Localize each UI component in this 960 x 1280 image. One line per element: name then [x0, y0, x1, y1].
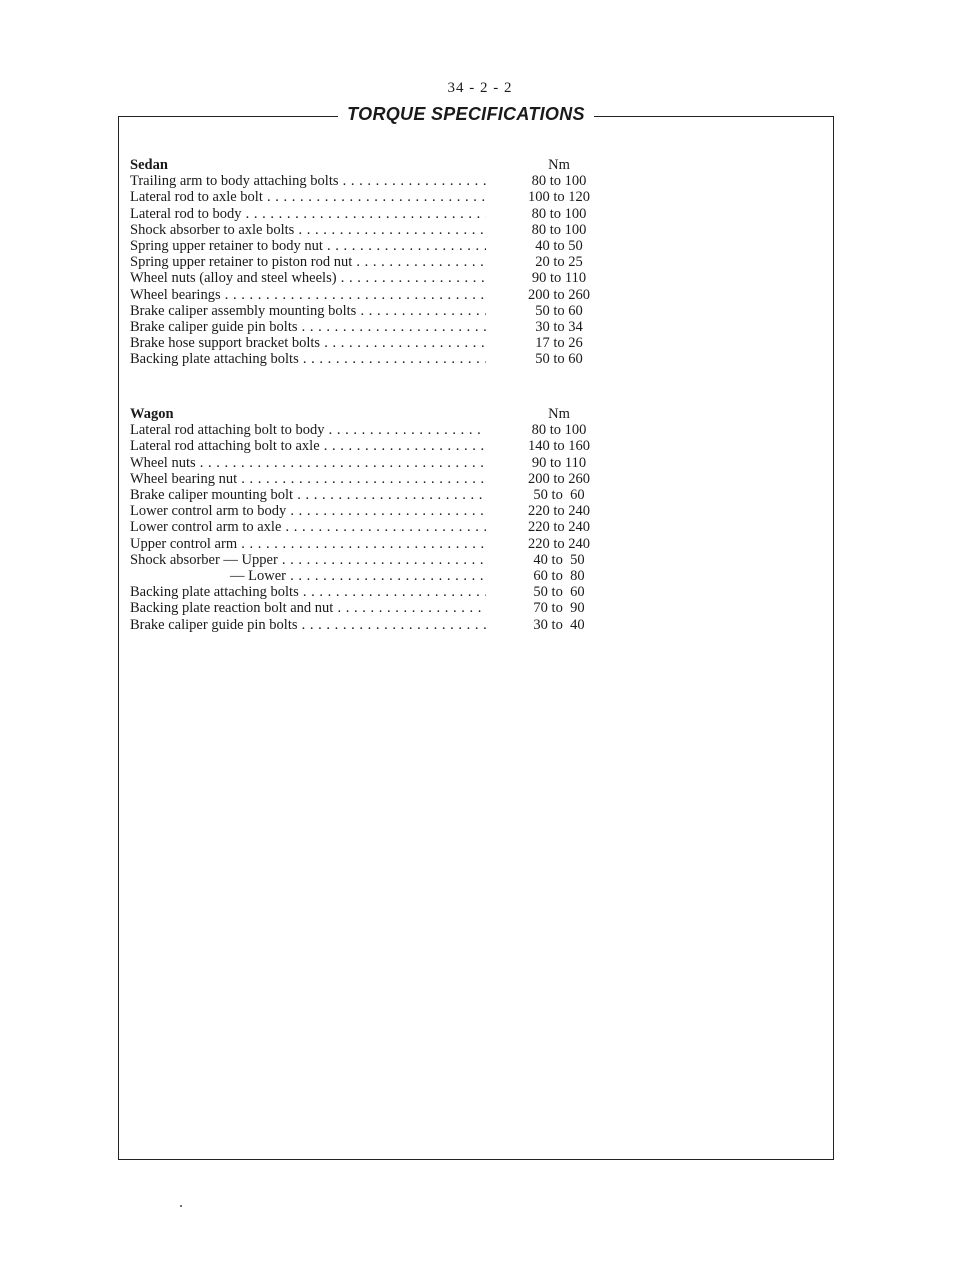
spec-label: Lateral rod to axle bolt . . . [130, 189, 486, 205]
spec-row [130, 536, 650, 552]
spec-value: 200 to 260 [527, 470, 591, 487]
spec-value: 90 to 110 [531, 454, 587, 471]
spec-row [130, 617, 650, 633]
spec-label: Lateral rod attaching bolt to body . . . [130, 422, 486, 438]
spec-label: Brake hose support bracket bolts . . . [130, 335, 486, 351]
spec-row [130, 552, 650, 568]
spec-row [130, 173, 650, 189]
spec-row [130, 438, 650, 454]
spec-row [130, 270, 650, 286]
spec-label: Shock absorber to axle bolts . . . [130, 222, 486, 238]
sedan-heading: Sedan [130, 157, 168, 173]
spec-value: 50 to 60 [533, 584, 585, 601]
spec-row [130, 600, 650, 616]
spec-label: Backing plate attaching bolts . . . [130, 351, 486, 367]
spec-value: 80 to 100 [531, 422, 587, 439]
spec-row [130, 568, 650, 584]
spec-row [130, 206, 650, 222]
spec-value: 220 to 240 [527, 519, 591, 536]
spec-row [130, 422, 650, 438]
spec-value: 140 to 160 [527, 438, 591, 455]
spec-label: Wheel nuts (alloy and steel wheels) . . . [130, 270, 486, 286]
spec-value: 30 to 40 [533, 616, 585, 633]
wagon-heading: Wagon [130, 406, 174, 422]
spec-label: Lateral rod to body . . . [130, 206, 486, 222]
sedan-unit: Nm [548, 157, 570, 173]
spec-row [130, 189, 650, 205]
spec-label: Spring upper retainer to piston rod nut . . . [130, 254, 486, 270]
spec-row [130, 584, 650, 600]
spec-value: 80 to 100 [531, 221, 587, 238]
sedan-section [130, 157, 650, 368]
spec-value: 90 to 110 [531, 270, 587, 287]
spec-row [130, 303, 650, 319]
spec-row [130, 287, 650, 303]
spec-value: 50 to 60 [535, 302, 583, 319]
spec-value: 50 to 60 [535, 351, 583, 368]
spec-value: 80 to 100 [531, 205, 587, 222]
spec-value: 60 to 80 [533, 568, 585, 585]
spec-label: Trailing arm to body attaching bolts . . . [130, 173, 486, 189]
spec-row [130, 351, 650, 367]
spec-label: — Lower . . . [130, 568, 486, 584]
wagon-header-row [130, 406, 650, 422]
spec-label: Shock absorber — Upper . . . [130, 552, 486, 568]
spec-value: 40 to 50 [535, 238, 583, 255]
spec-label: Wheel nuts . . . [130, 455, 486, 471]
spec-label: Wheel bearing nut . . . [130, 471, 486, 487]
spec-row [130, 335, 650, 351]
spec-value: 80 to 100 [531, 173, 587, 190]
spec-value: 50 to 60 [533, 487, 585, 504]
spec-row [130, 471, 650, 487]
spec-row [130, 319, 650, 335]
spec-row [130, 455, 650, 471]
spec-label: Upper control arm . . . [130, 536, 486, 552]
spec-label: Lower control arm to body . . . [130, 503, 486, 519]
spec-value: 17 to 26 [535, 335, 583, 352]
spec-row [130, 487, 650, 503]
spec-value: 220 to 240 [527, 503, 591, 520]
sedan-header-row [130, 157, 650, 173]
spec-label: Spring upper retainer to body nut . . . [130, 238, 486, 254]
spec-label: Backing plate reaction bolt and nut . . . [130, 600, 486, 616]
spec-label: Lateral rod attaching bolt to axle . . . [130, 438, 486, 454]
spec-label: Lower control arm to axle . . . [130, 519, 486, 535]
wagon-section [130, 406, 650, 633]
spec-row [130, 254, 650, 270]
spec-label: Brake caliper mounting bolt . . . [130, 487, 486, 503]
page-number: 34 - 2 - 2 [447, 80, 513, 96]
spec-row [130, 222, 650, 238]
scan-speck [180, 1205, 182, 1207]
spec-value: 40 to 50 [533, 551, 585, 568]
wagon-unit: Nm [548, 406, 570, 422]
spec-label: Brake caliper guide pin bolts . . . [130, 319, 486, 335]
spec-label: Brake caliper assembly mounting bolts . . . [130, 303, 486, 319]
spec-value: 20 to 25 [535, 254, 583, 271]
frame-top-rule-left [118, 116, 338, 117]
spec-label: Brake caliper guide pin bolts . . . [130, 617, 486, 633]
spec-value: 70 to 90 [533, 600, 585, 617]
spec-row [130, 503, 650, 519]
spec-row [130, 238, 650, 254]
section-title: TORQUE SPECIFICATIONS [347, 104, 585, 124]
spec-value: 100 to 120 [527, 189, 591, 206]
spec-label: Wheel bearings . . . [130, 287, 486, 303]
spec-row [130, 519, 650, 535]
spec-value: 30 to 34 [535, 319, 583, 336]
spec-label: Backing plate attaching bolts . . . [130, 584, 486, 600]
spec-value: 200 to 260 [527, 286, 591, 303]
frame-top-rule-right [594, 116, 834, 117]
spec-value: 220 to 240 [527, 535, 591, 552]
